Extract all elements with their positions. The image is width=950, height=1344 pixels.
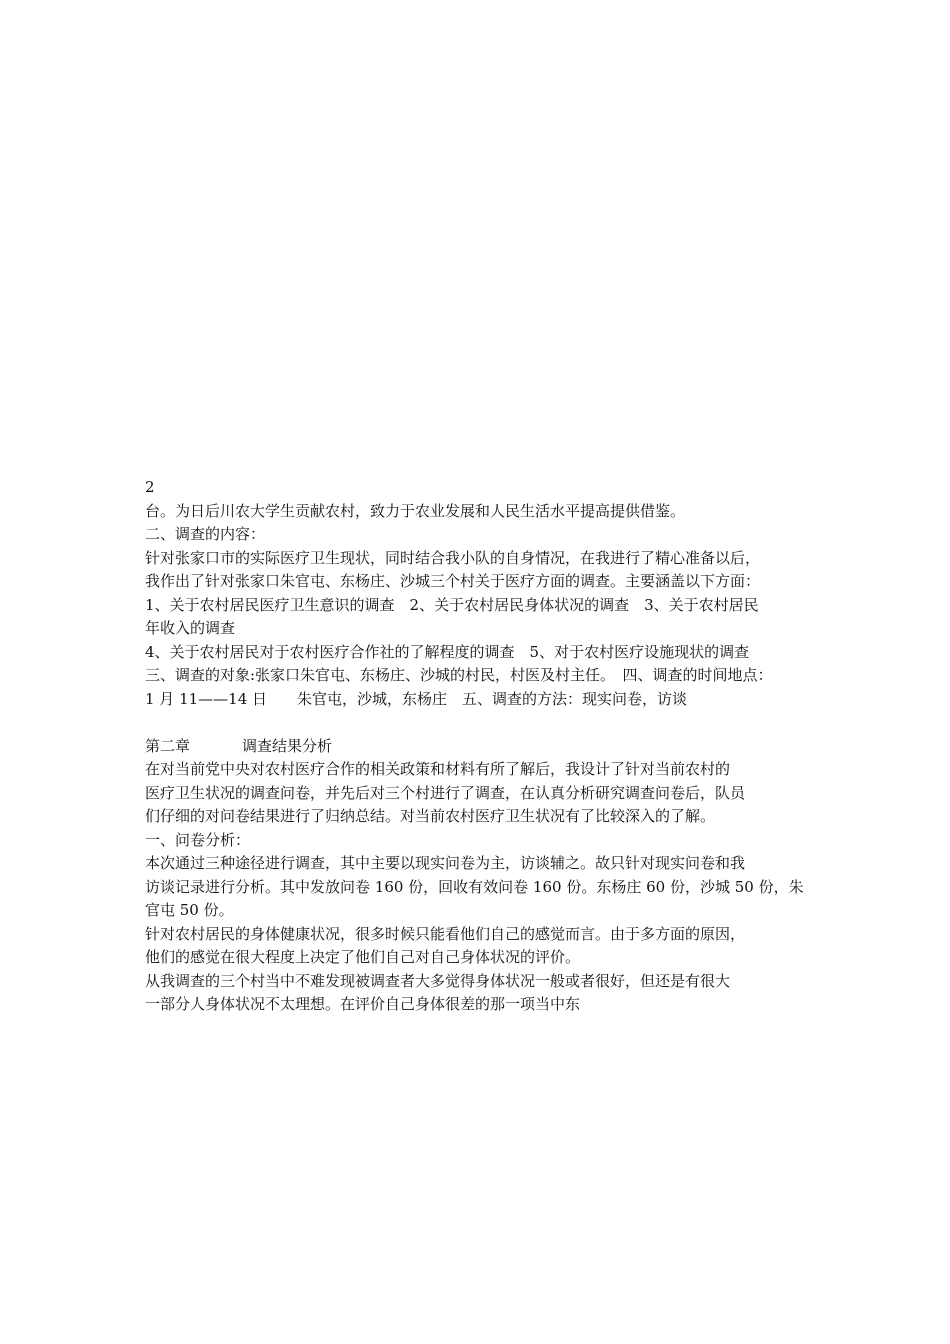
chapter-heading xyxy=(145,735,825,759)
text-line: 本次通过三种途径进行调查，其中主要以现实问卷为主，访谈辅之。故只针对现实问卷和我 xyxy=(145,854,746,872)
document-page xyxy=(145,476,825,1017)
text-line: 官屯 50 份。 xyxy=(145,901,234,919)
section-heading: 一、问卷分析： xyxy=(145,830,251,849)
page-number: 2 xyxy=(145,478,155,496)
text-line: 从我调查的三个村当中不难发现被调查者大多觉得身体状况一般或者很好，但还是有很大 xyxy=(145,971,731,990)
text-line: 我作出了针对张家口朱官屯、东杨庄、沙城三个村关于医疗方面的调查。主要涵盖以下方面： xyxy=(145,572,761,590)
text-line: 医疗卫生状况的调查问卷，并先后对三个村进行了调查，在认真分析研究调查问卷后，队员 xyxy=(145,783,746,802)
text-line: 访谈记录进行分析。其中发放问卷 160 份，回收有效问卷 160 份。东杨庄 60 份，沙城 50 份，朱 xyxy=(145,877,804,896)
text-line: 年收入的调查 xyxy=(145,619,236,637)
text-line: 们仔细的对问卷结果进行了归纳总结。对当前农村医疗卫生状况有了比较深入的了解。 xyxy=(145,807,716,825)
text-line: 针对农村居民的身体健康状况，很多时候只能看他们自己的感觉而言。由于多方面的原因， xyxy=(145,924,746,943)
text-line: 三、调查的对象:张家口朱官屯、东杨庄、沙城的村民，村医及村主任。 四、调查的时间地点： xyxy=(145,666,773,684)
text-line: 1、关于农村居民医疗卫生意识的调查 2、关于农村居民身体状况的调查 3、关于农村居民 xyxy=(145,595,759,614)
text-line: 4、关于农村居民对于农村医疗合作社的了解程度的调查 5、对于农村医疗设施现状的调查 xyxy=(145,642,750,661)
text-line: 一部分人身体状况不太理想。在评价自己身体很差的那一项当中东 xyxy=(145,995,581,1013)
chapter-label: 第二章 xyxy=(145,736,191,755)
text-line: 针对张家口市的实际医疗卫生现状，同时结合我小队的自身情况，在我进行了精心准备以后， xyxy=(145,548,761,567)
blank-line xyxy=(145,711,825,735)
section-heading: 二、调查的内容： xyxy=(145,525,266,543)
text-line: 在对当前党中央对农村医疗合作的相关政策和材料有所了解后，我设计了针对当前农村的 xyxy=(145,760,731,778)
chapter-title: 调查结果分析 xyxy=(242,736,333,755)
text-line: 1 月 11——14 日 朱官屯，沙城，东杨庄 五、调查的方法：现实问卷，访谈 xyxy=(145,689,688,708)
text-line: 台。为日后川农大学生贡献农村，致力于农业发展和人民生活水平提高提供借鉴。 xyxy=(145,501,686,520)
text-line: 他们的感觉在很大程度上决定了他们自己对自己身体状况的评价。 xyxy=(145,948,581,966)
